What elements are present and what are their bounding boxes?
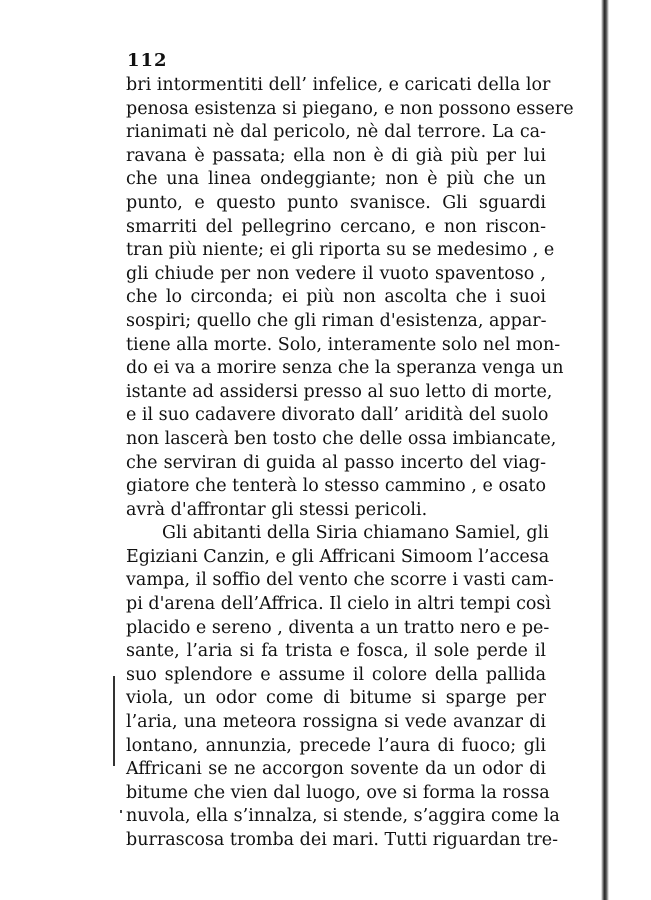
text-line: suo splendore e assume il colore della pallida <box>126 664 546 685</box>
paragraph-last-line: avrà d'affrontar gli stessi pericoli. <box>126 499 428 520</box>
text-line: giatore che tenterà lo stesso cammino , e osato <box>126 476 546 497</box>
text-line: Affricani se ne accorgon sovente da un odor di <box>126 759 546 780</box>
page-number: 112 <box>127 50 168 71</box>
text-line: ravana è passata; ella non è di già più per lui <box>126 145 546 166</box>
text-line: non lascerà ben tosto che delle ossa imbiancate, <box>126 428 557 449</box>
text-line: gli chiude per non vedere il vuoto spaventoso , <box>126 263 546 284</box>
text-line: che lo circonda; ei più non ascolta che i suoi <box>126 287 546 308</box>
text-line: viola, un odor come di bitume si sparge per <box>126 688 546 709</box>
text-line: e il suo cadavere divorato dall’ aridità del suolo <box>126 405 549 426</box>
text-line: pi d'arena dell’Affrica. Il cielo in altri tempi così <box>126 594 551 615</box>
text-line: che serviran di guida al passo incerto del viag- <box>126 452 546 473</box>
text-line: punto, e questo punto svanisce. Gli sguardi <box>126 192 546 213</box>
paragraph-first-line: Gli abitanti della Siria chiamano Samiel, gli <box>162 523 549 544</box>
text-line: vampa, il soffio del vento che scorre i vasti cam- <box>126 570 554 591</box>
text-line: bri intormentiti dell’ infelice, e caricati della lor <box>126 75 551 95</box>
text-line: tiene alla morte. Solo, interamente solo nel mon- <box>126 334 561 355</box>
text-line: burrascosa tromba dei mari. Tutti riguardan tre- <box>126 830 559 850</box>
text-line: bitume che vien dal luogo, ove si forma la rossa <box>126 782 550 803</box>
text-line: tran più niente; ei gli riporta su se medesimo , e <box>126 240 555 261</box>
text-line: istante ad assidersi presso al suo letto di morte, <box>126 381 553 402</box>
body-text <box>126 74 574 853</box>
text-line: sospiri; quello che gli riman d'esistenza, appar- <box>126 310 547 331</box>
ink-speck <box>120 810 122 813</box>
text-line: lontano, annunzia, precede l’aura di fuoco; gli <box>126 735 546 756</box>
text-line: penosa esistenza si piegano, e non possono essere <box>126 98 574 119</box>
text-line: smarriti del pellegrino cercano, e non riscon- <box>126 216 546 237</box>
text-line: Egiziani Canzin, e gli Affricani Simoom l’accesa <box>126 546 550 567</box>
text-line: l’aria, una meteora rossigna si vede avanzar di <box>126 712 546 733</box>
text-line: placido e sereno , diventa a un tratto nero e pe- <box>126 617 550 638</box>
text-line: do ei va a morire senza che la speranza venga un <box>126 358 564 379</box>
page-edge-shadow <box>601 0 609 900</box>
text-line: che una linea ondeggiante; non è più che un <box>126 169 546 190</box>
margin-mark <box>113 676 115 766</box>
text-line: sante, l’aria si fa trista e fosca, il sole perde il <box>126 641 546 662</box>
text-line: rianimati nè dal pericolo, nè dal terrore. La ca- <box>126 122 546 143</box>
text-line: nuvola, ella s’innalza, si stende, s’aggira come la <box>126 806 560 827</box>
